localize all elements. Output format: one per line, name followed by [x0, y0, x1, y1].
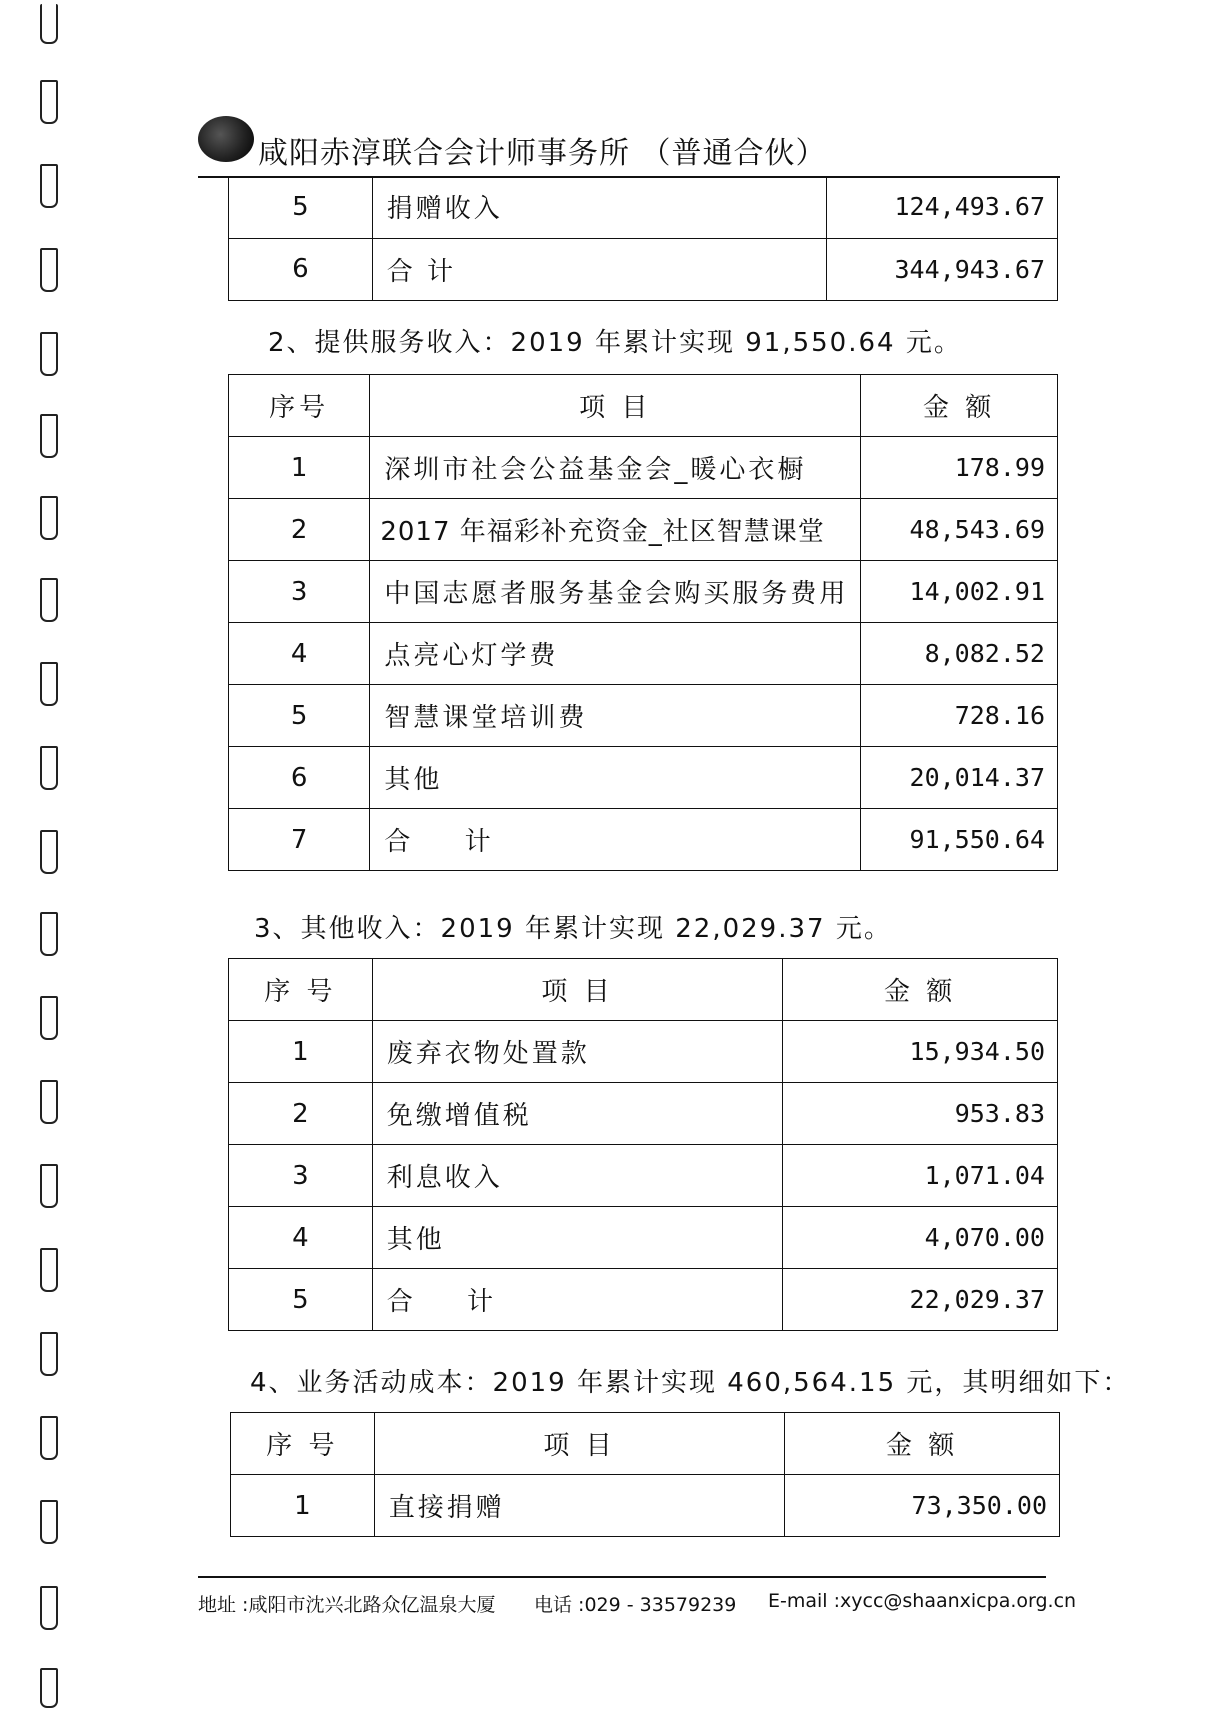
table-row [229, 685, 1058, 747]
binder-hole [40, 746, 58, 790]
table-top [228, 176, 1058, 301]
row-amount: 728.16 [861, 685, 1058, 747]
row-amount: 15,934.50 [783, 1021, 1058, 1083]
row-amount: 953.83 [783, 1083, 1058, 1145]
header-item: 项 目 [370, 375, 861, 437]
table-row [229, 561, 1058, 623]
footer-email: E-mail :xycc@shaanxicpa.org.cn [768, 1590, 1077, 1612]
table-header-row [229, 959, 1058, 1021]
binder-hole [40, 1164, 58, 1208]
row-number: 5 [229, 1269, 373, 1331]
row-amount: 124,493.67 [827, 176, 1058, 238]
table-row [229, 1021, 1058, 1083]
table-row [229, 1269, 1058, 1331]
table-row [229, 176, 1058, 238]
row-item: 中国志愿者服务基金会购买服务费用 [370, 561, 861, 623]
row-number: 6 [229, 238, 373, 300]
row-amount: 20,014.37 [861, 747, 1058, 809]
header-amount: 金 额 [783, 959, 1058, 1021]
binder-hole [40, 1080, 58, 1124]
header-item: 项 目 [372, 959, 783, 1021]
binder-hole [40, 1500, 58, 1544]
binder-hole [40, 332, 58, 376]
firm-logo [198, 116, 254, 162]
row-amount: 73,350.00 [785, 1475, 1060, 1537]
row-item: 深圳市社会公益基金会_暖心衣橱 [370, 437, 861, 499]
row-item: 合 计 [370, 809, 861, 871]
row-number: 5 [229, 176, 373, 238]
table-header-row [231, 1413, 1060, 1475]
binder-hole [40, 578, 58, 622]
table-row [229, 437, 1058, 499]
binder-hole [40, 414, 58, 458]
row-number: 5 [229, 685, 370, 747]
row-item: 合 计 [372, 238, 826, 300]
row-item: 点亮心灯学费 [370, 623, 861, 685]
row-number: 1 [229, 437, 370, 499]
row-amount: 22,029.37 [783, 1269, 1058, 1331]
row-item: 直接捐赠 [374, 1475, 784, 1537]
row-item: 免缴增值税 [372, 1083, 783, 1145]
letterhead [198, 108, 1098, 174]
row-item: 合 计 [372, 1269, 783, 1331]
header-amount: 金 额 [785, 1413, 1060, 1475]
footer-address: 地址 :咸阳市沈兴北路众亿温泉大厦 [198, 1594, 496, 1616]
paragraph-service-income: 2、提供服务收入：2019 年累计实现 91,550.64 元。 [268, 328, 962, 358]
row-amount: 4,070.00 [783, 1207, 1058, 1269]
row-number: 1 [231, 1475, 375, 1537]
row-item: 智慧课堂培训费 [370, 685, 861, 747]
header-number: 序 号 [231, 1413, 375, 1475]
row-item: 2017 年福彩补充资金_社区智慧课堂 [370, 499, 861, 561]
row-amount: 48,543.69 [861, 499, 1058, 561]
header-item: 项 目 [374, 1413, 784, 1475]
row-number: 1 [229, 1021, 373, 1083]
table-row [229, 1083, 1058, 1145]
binder-hole [40, 1248, 58, 1292]
header-number: 序 号 [229, 959, 373, 1021]
table-row [229, 499, 1058, 561]
binder-hole [40, 80, 58, 124]
row-number: 3 [229, 561, 370, 623]
row-number: 7 [229, 809, 370, 871]
binder-hole [40, 496, 58, 540]
row-number: 2 [229, 499, 370, 561]
row-amount: 1,071.04 [783, 1145, 1058, 1207]
row-item: 捐赠收入 [372, 176, 826, 238]
firm-name: 咸阳赤淳联合会计师事务所 （普通合伙） [258, 136, 827, 171]
table-row [229, 623, 1058, 685]
binder-hole [40, 1332, 58, 1376]
row-item: 废弃衣物处置款 [372, 1021, 783, 1083]
header-number: 序号 [229, 375, 370, 437]
binder-hole [40, 4, 58, 44]
table-row [229, 809, 1058, 871]
binder-hole [40, 830, 58, 874]
table-row [229, 1145, 1058, 1207]
binder-hole [40, 1668, 58, 1708]
footer-rule [198, 1576, 1046, 1578]
row-amount: 14,002.91 [861, 561, 1058, 623]
binder-hole [40, 1416, 58, 1460]
row-amount: 178.99 [861, 437, 1058, 499]
row-amount: 344,943.67 [827, 238, 1058, 300]
row-number: 6 [229, 747, 370, 809]
table-row [231, 1475, 1060, 1537]
row-item: 利息收入 [372, 1145, 783, 1207]
table-header-row [229, 375, 1058, 437]
row-number: 4 [229, 1207, 373, 1269]
binder-hole [40, 996, 58, 1040]
row-amount: 8,082.52 [861, 623, 1058, 685]
row-item: 其他 [372, 1207, 783, 1269]
table-business-cost [230, 1412, 1060, 1537]
table-row [229, 1207, 1058, 1269]
row-item: 其他 [370, 747, 861, 809]
row-number: 2 [229, 1083, 373, 1145]
binder-hole [40, 912, 58, 956]
row-number: 3 [229, 1145, 373, 1207]
paragraph-other-income: 3、其他收入：2019 年累计实现 22,029.37 元。 [254, 914, 892, 944]
binder-hole [40, 1586, 58, 1630]
footer-phone: 电话 :029 - 33579239 [534, 1594, 737, 1616]
header-amount: 金 额 [861, 375, 1058, 437]
row-number: 4 [229, 623, 370, 685]
paragraph-business-cost: 4、业务活动成本：2019 年累计实现 460,564.15 元，其明细如下： [250, 1368, 1131, 1398]
row-amount: 91,550.64 [861, 809, 1058, 871]
table-service-income [228, 374, 1058, 871]
table-other-income [228, 958, 1058, 1331]
binder-hole [40, 164, 58, 208]
table-row [229, 747, 1058, 809]
table-row [229, 238, 1058, 300]
binder-hole [40, 248, 58, 292]
binder-hole [40, 662, 58, 706]
